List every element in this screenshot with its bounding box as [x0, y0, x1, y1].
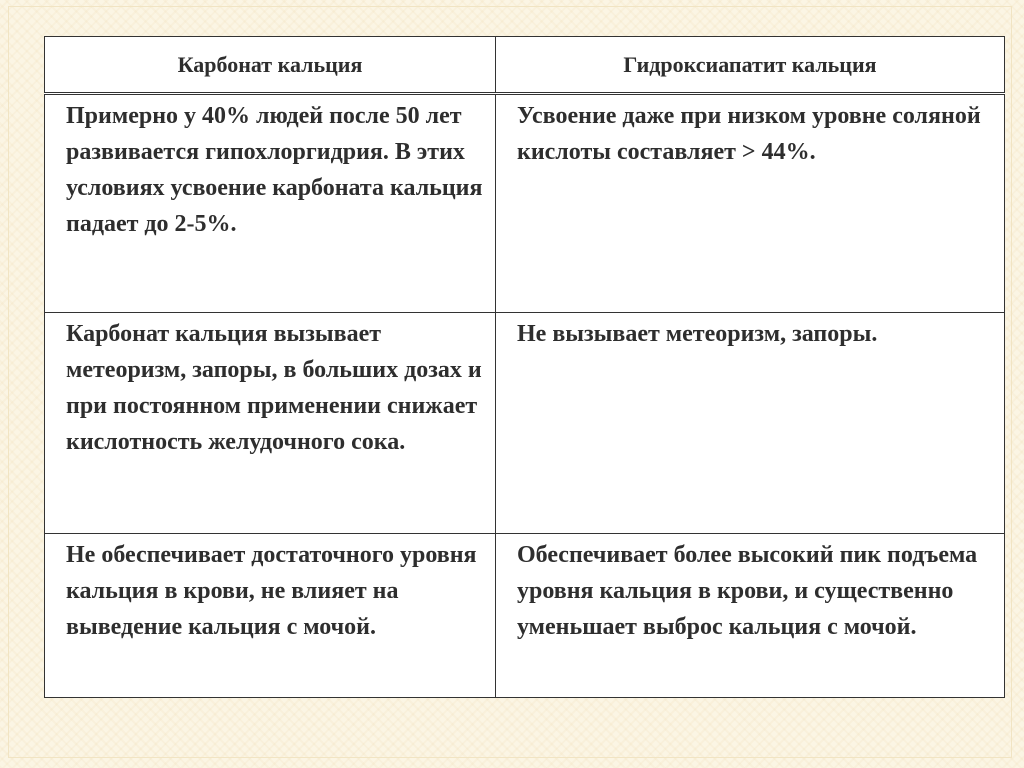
cell-hydroxyapatite-side-effects: Не вызывает метеоризм, запоры.	[496, 313, 1005, 534]
comparison-table	[44, 36, 1005, 698]
cell-carbonate-side-effects: Карбонат кальция вызывает метеоризм, запоры, в больших дозах и при постоянном применении снижает кислотность желудочного сока.	[45, 313, 496, 534]
header-calcium-hydroxyapatite: Гидроксиапатит кальция	[496, 37, 1005, 94]
table-header-row	[45, 37, 1005, 94]
cell-carbonate-blood-level: Не обеспечивает достаточного уровня кальция в крови, не влияет на выведение кальция с мочой.	[45, 534, 496, 698]
cell-carbonate-absorption: Примерно у 40% людей после 50 лет развивается гипохлоргидрия. В этих условиях усвоение карбоната кальция падает до 2-5%.	[45, 94, 496, 313]
cell-hydroxyapatite-absorption: Усвоение даже при низком уровне соляной кислоты составляет > 44%.	[496, 94, 1005, 313]
table-row	[45, 94, 1005, 313]
table-row	[45, 313, 1005, 534]
table-row	[45, 534, 1005, 698]
cell-hydroxyapatite-blood-level: Обеспечивает более высокий пик подъема уровня кальция в крови, и существенно уменьшает выброс кальция с мочой.	[496, 534, 1005, 698]
header-calcium-carbonate: Карбонат кальция	[45, 37, 496, 94]
